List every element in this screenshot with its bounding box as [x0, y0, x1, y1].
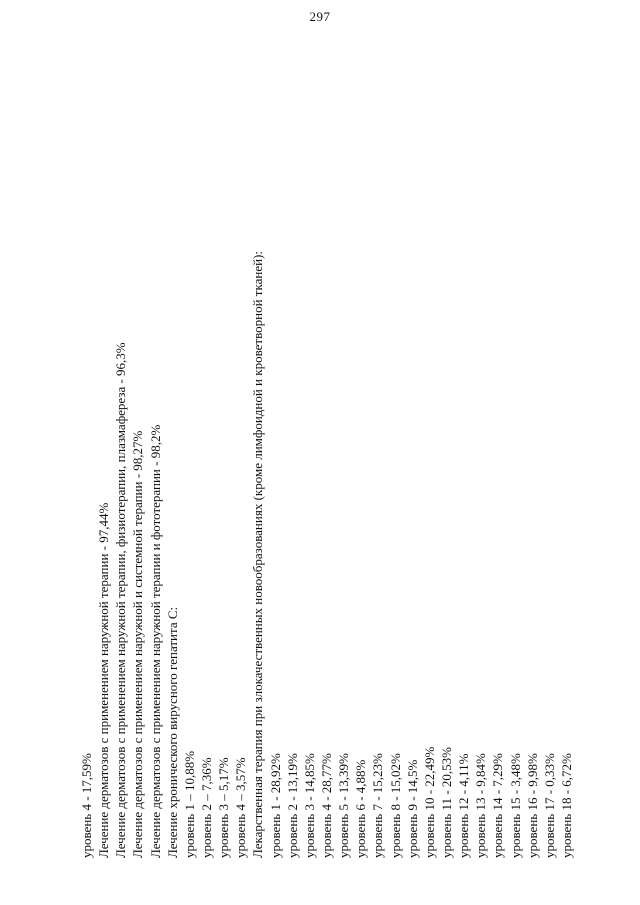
text-line: уровень 11 - 20,53% [438, 747, 454, 858]
text-line: Лекарственная терапия при злокачественных новообразованиях (кроме лимфоидной и кроветворной тканей): [250, 251, 266, 858]
text-line: Лечение дерматозов с применением наружной терапии и фототерапии - 98,2% [147, 424, 163, 858]
text-line: уровень 13 - 9,84% [473, 753, 489, 858]
text-line: уровень 14 - 7,29% [490, 753, 506, 858]
text-line: уровень 2 - 13,19% [284, 753, 300, 858]
text-line: уровень 4 - 17,59% [79, 753, 94, 858]
text-line: уровень 8 - 15,02% [387, 753, 403, 858]
page-number: 297 [309, 9, 331, 24]
text-line: уровень 1 - 28,92% [267, 753, 283, 858]
text-line: уровень 18 - 6,72% [558, 753, 574, 858]
text-line: Лечение дерматозов с применением наружной терапии - 97,44% [96, 502, 112, 858]
text-line: уровень 15 - 3,48% [507, 753, 523, 858]
text-line: уровень 6 - 4,88% [353, 759, 369, 858]
text-line: уровень 17 - 0,33% [541, 753, 557, 858]
text-line: Лечение хронического вирусного гепатита С: [164, 606, 180, 858]
text-line: уровень 7 - 15,23% [370, 753, 386, 858]
text-line: уровень 1 – 10,88% [181, 750, 197, 858]
text-line: уровень 16 - 9,98% [524, 753, 540, 858]
text-line: уровень 3 - 14,85% [301, 753, 317, 858]
rotated-text-block [78, 138, 575, 858]
text-line: уровень 2 – 7,36% [198, 757, 214, 858]
text-line: уровень 12 - 4,11% [456, 753, 472, 858]
text-line: Лечение дерматозов с применением наружной терапии, физиотерапии, плазмафереза - 96,3% [113, 342, 129, 858]
text-line: Лечение дерматозов с применением наружной и системной терапии - 98,27% [130, 430, 146, 858]
text-line: уровень 4 - 28,77% [318, 753, 334, 858]
text-line: уровень 4 – 3,57% [233, 757, 249, 858]
text-line: уровень 10 - 22,49% [421, 746, 437, 858]
text-line: уровень 3 – 5,17% [216, 757, 232, 858]
text-line: уровень 9 - 14,5% [404, 759, 420, 858]
text-line: уровень 5 - 13,39% [336, 753, 352, 858]
